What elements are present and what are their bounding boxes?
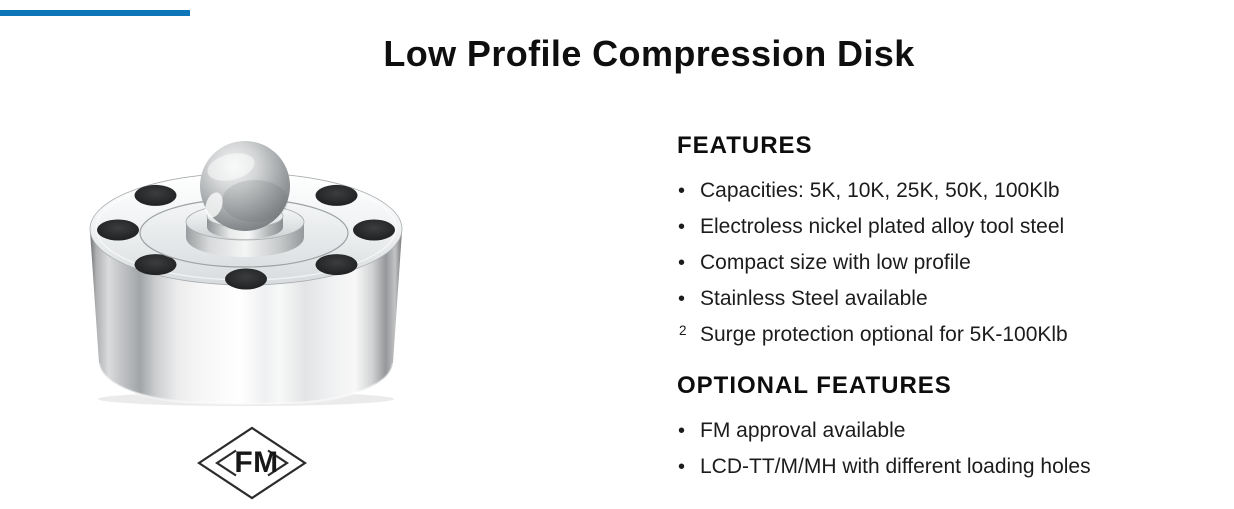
features-column	[677, 133, 1225, 485]
bolt-hole	[135, 185, 177, 206]
superscript-marker: 2	[679, 323, 687, 338]
fm-approved-logo	[196, 424, 308, 502]
optional-features-heading: OPTIONAL FEATURES	[677, 372, 952, 399]
bullet-icon: •	[678, 180, 686, 202]
feature-text: Electroless nickel plated alloy tool steel	[700, 215, 1065, 238]
bolt-hole	[316, 254, 358, 275]
optional-feature-item	[677, 449, 1225, 485]
bullet-icon: •	[678, 456, 686, 478]
feature-item	[677, 209, 1225, 245]
feature-item	[677, 173, 1225, 209]
bolt-hole	[353, 220, 395, 241]
top-accent-bar	[0, 10, 190, 16]
bullet-icon: •	[678, 420, 686, 442]
feature-item	[677, 317, 1225, 353]
bullet-icon: •	[678, 288, 686, 310]
feature-item	[677, 281, 1225, 317]
optional-feature-item	[677, 413, 1225, 449]
feature-text: Capacities: 5K, 10K, 25K, 50K, 100Klb	[700, 179, 1060, 202]
feature-text: Surge protection optional for 5K-100Klb	[700, 323, 1068, 346]
sphere-dark-band	[222, 180, 288, 222]
feature-text: Compact size with low profile	[700, 251, 971, 274]
features-list	[677, 173, 1225, 353]
feature-text: FM approval available	[700, 419, 906, 442]
optional-features-list	[677, 413, 1225, 485]
fm-logo-text: FM	[234, 446, 279, 479]
feature-text: Stainless Steel available	[700, 287, 928, 310]
bullet-icon: •	[678, 216, 686, 238]
product-image	[84, 133, 406, 408]
load-cell-illustration	[84, 133, 406, 408]
bolt-hole	[225, 269, 267, 290]
feature-text: LCD-TT/M/MH with different loading holes	[700, 455, 1091, 478]
bolt-hole	[97, 220, 139, 241]
bullet-icon: •	[678, 252, 686, 274]
features-heading: FEATURES	[677, 132, 813, 159]
bolt-hole	[316, 185, 358, 206]
page-title: Low Profile Compression Disk	[383, 33, 915, 74]
feature-item	[677, 245, 1225, 281]
